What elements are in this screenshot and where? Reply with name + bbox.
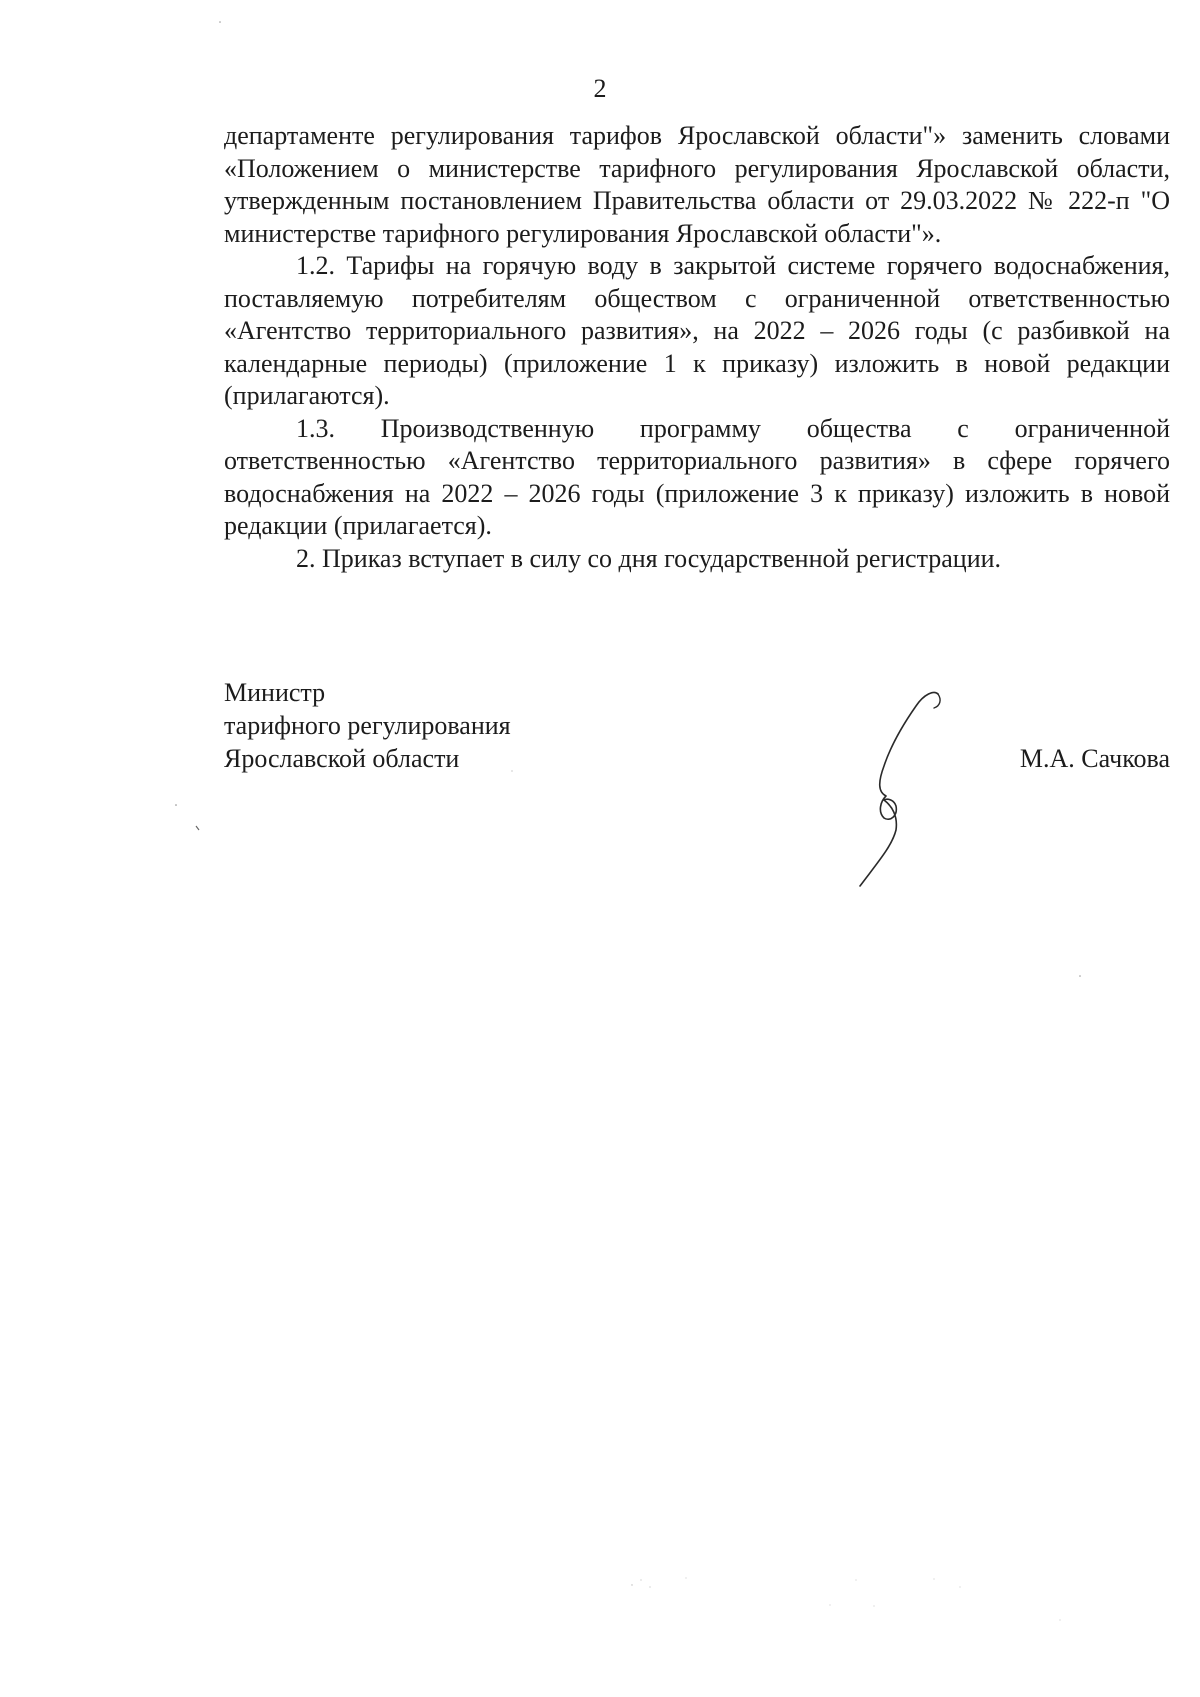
document-body: [224, 120, 1170, 575]
signer-name: М.А. Сачкова: [1019, 744, 1170, 773]
position-line-3: Ярославской области: [224, 744, 460, 773]
paragraph-item-1-3: 1.3. Производственную программу общества с ограниченной ответственностью «Агентство территориального развития» в сфере горячего водоснабжения на 2022 – 2026 годы (приложение 3 к приказу) изложить в новой редакции (прилагается).: [224, 413, 1170, 540]
paragraph-item-1-2: 1.2. Тарифы на горячую воду в закрытой системе горячего водоснабжения, поставляемую потребителям обществом с ограниченной ответственностью «Агентство территориального развития», на 2022 – 2026 годы (с разбивкой на календарные периоды) (приложение 1 к приказу) изложить в новой редакции (прилагаются).: [224, 251, 1170, 410]
position-line-1: Министр: [224, 678, 326, 707]
position-line-2: тарифного регулирования: [224, 711, 511, 740]
paragraph-continuation: департаменте регулирования тарифов Ярославской области"» заменить словами «Положением о министерстве тарифного регулирования Ярославской области, утвержденным постановлением Правительства области от 29.03.2022 № 222-п "О министерстве тарифного регулирования Ярославской области"».: [224, 121, 1170, 248]
signer-position: [224, 676, 511, 775]
page-number: 2: [593, 74, 607, 103]
paragraph-item-2: 2. Приказ вступает в силу со дня государственной регистрации.: [296, 543, 1002, 573]
handwritten-signature: [850, 690, 960, 890]
